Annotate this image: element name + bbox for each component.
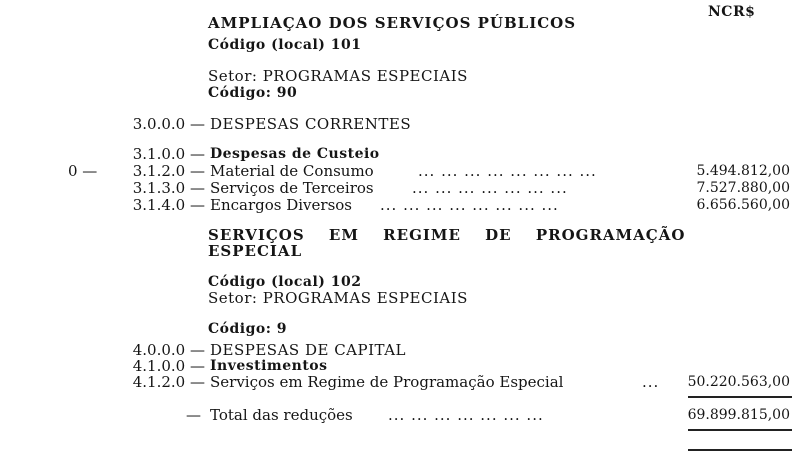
line-value: 7.527.880,00 xyxy=(696,180,790,196)
line-label: Serviços em Regime de Programação Especial xyxy=(210,373,564,391)
line-dots: ... xyxy=(642,373,660,391)
line-dots: ... ... ... ... ... ... ... xyxy=(412,179,568,197)
section1-title: AMPLIAÇAO DOS SERVIÇOS PÚBLICOS xyxy=(208,14,577,32)
line-dots: ... ... ... ... ... ... ... ... xyxy=(418,162,597,180)
line-code: 4.1.2.0 — xyxy=(132,373,205,391)
line-label: DESPESAS DE CAPITAL xyxy=(210,341,406,359)
total-dots: ... ... ... ... ... ... ... xyxy=(388,406,544,424)
line-code: 3.1.0.0 — xyxy=(132,145,205,163)
line-label: Encargos Diversos xyxy=(210,196,352,214)
line-code: 3.0.0.0 — xyxy=(132,115,205,133)
section1-codigo: Código: 90 xyxy=(208,85,298,101)
line-code: 3.1.3.0 — xyxy=(132,179,205,197)
section2-title: SERVIÇOS EM REGIME DE PROGRAMAÇÃO xyxy=(208,226,686,244)
total-dash: — xyxy=(186,406,201,424)
line-label: DESPESAS CORRENTES xyxy=(210,115,412,133)
line-code: 3.1.4.0 — xyxy=(132,196,205,214)
section2-title-cont: ESPECIAL xyxy=(208,242,303,260)
section2-codigo: Código: 9 xyxy=(208,321,287,337)
section1-setor: Setor: PROGRAMAS ESPECIAIS xyxy=(208,67,468,85)
line-value: 50.220.563,00 xyxy=(687,374,790,390)
line-label: Investimentos xyxy=(210,358,328,374)
total-label: Total das reduções xyxy=(210,406,353,424)
section2-setor: Setor: PROGRAMAS ESPECIAIS xyxy=(208,289,468,307)
currency-label: NCR$ xyxy=(708,4,756,20)
line-value: 5.494.812,00 xyxy=(696,163,790,179)
double-rule-top xyxy=(688,429,792,431)
line-dots: ... ... ... ... ... ... ... ... xyxy=(380,196,559,214)
section2-code-local: Código (local) 102 xyxy=(208,274,362,290)
line-label: Serviços de Terceiros xyxy=(210,179,374,197)
line-code: 4.1.0.0 — xyxy=(132,357,205,375)
line-label: Despesas de Custeio xyxy=(210,146,380,162)
line-value: 6.656.560,00 xyxy=(696,197,790,213)
total-value: 69.899.815,00 xyxy=(687,407,790,423)
value-rule xyxy=(688,396,792,398)
line-label: Material de Consumo xyxy=(210,162,374,180)
line-prefix: 0 — xyxy=(68,162,98,180)
double-rule-bottom xyxy=(688,449,792,451)
line-code: 3.1.2.0 — xyxy=(132,162,205,180)
section1-code-local: Código (local) 101 xyxy=(208,37,362,53)
line-code: 4.0.0.0 — xyxy=(132,341,205,359)
